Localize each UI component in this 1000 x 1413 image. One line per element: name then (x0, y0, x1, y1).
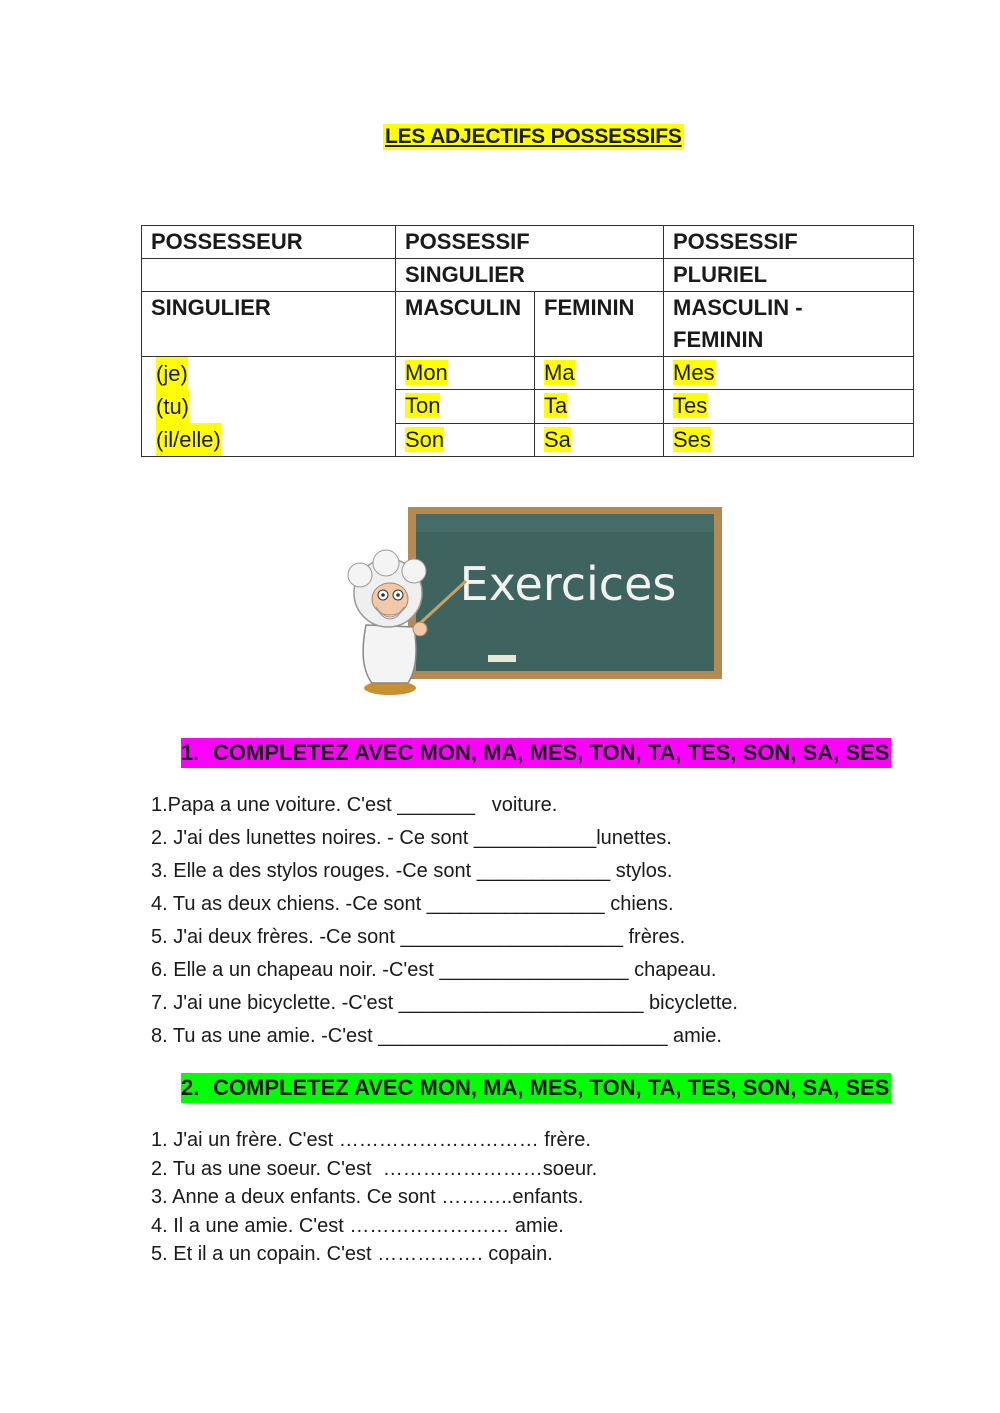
exercise-1-heading-text: COMPLETEZ AVEC MON, MA, MES, TON, TA, TES, SON, SA, SES (213, 740, 890, 765)
exercise-1-item: 8. Tu as une amie. -C'est __________________________ amie. (151, 1025, 722, 1047)
exercise-2-number: 2. (181, 1075, 200, 1100)
header-empty (142, 259, 396, 292)
exercise-1-item: 3. Elle a des stylos rouges. -Ce sont ____________ stylos. (151, 860, 673, 882)
exercise-1-number: 1. (181, 740, 200, 765)
cell-fem (535, 357, 664, 390)
exercise-2-item: 1. J'ai un frère. C'est ………………………… frère. (151, 1129, 591, 1151)
pronoun-tu: (tu) (156, 390, 189, 423)
cell-plur (664, 390, 914, 423)
pronoun-il-elle: (il/elle) (156, 423, 221, 456)
possessive-son: Son (405, 426, 445, 452)
header-feminin: FEMININ (535, 292, 664, 357)
exercise-1-item: 7. J'ai une bicyclette. -C'est ______________________ bicyclette. (151, 992, 738, 1014)
header-masculin: MASCULIN (396, 292, 535, 357)
table-row (142, 226, 914, 259)
exercise-2-heading-text: COMPLETEZ AVEC MON, MA, MES, TON, TA, TES, SON, SA, SES (213, 1075, 890, 1100)
board-text: Exercices (459, 557, 677, 611)
exercise-2-heading (181, 1073, 891, 1103)
cell-plur (664, 357, 914, 390)
cell-fem (535, 390, 664, 423)
exercise-1-item: 1.Papa a une voiture. C'est _______ voiture. (151, 794, 558, 816)
exercise-2-item: 3. Anne a deux enfants. Ce sont ………..enfants. (151, 1186, 584, 1209)
exercices-chalkboard-illustration (338, 505, 728, 700)
exercise-1-item: 4. Tu as deux chiens. -Ce sont ________________ chiens. (151, 893, 674, 915)
header-possessif-pluriel: POSSESSIF (664, 226, 914, 259)
exercise-1-item: 5. J'ai deux frères. -Ce sont ____________________ frères. (151, 926, 686, 948)
possessive-mes: Mes (673, 360, 715, 385)
exercise-2-item: 5. Et il a un copain. C'est ……………. copain. (151, 1243, 553, 1266)
possessive-ses: Ses (673, 426, 711, 452)
exercise-2-item: 4. Il a une amie. C'est …………………… amie. (151, 1214, 564, 1237)
header-possesseur: POSSESSEUR (142, 226, 396, 259)
table-row (142, 259, 914, 292)
chalk (488, 655, 516, 662)
exercise-1-item: 6. Elle a un chapeau noir. -C'est _________________ chapeau. (151, 959, 717, 981)
header-singulier: SINGULIER (396, 259, 664, 292)
exercise-1-heading (181, 738, 891, 768)
cell-plur (664, 423, 914, 456)
possessive-sa: Sa (544, 426, 571, 452)
possessive-ton: Ton (405, 393, 441, 419)
pronoun-cell (142, 357, 396, 457)
cell-fem (535, 423, 664, 456)
exercise-1-list (151, 790, 738, 1054)
possessive-ta: Ta (544, 393, 568, 419)
header-possessif-singulier: POSSESSIF (396, 226, 664, 259)
pronoun-je: (je) (156, 357, 188, 390)
exercise-2-list (151, 1127, 597, 1270)
header-masc-fem-line2: FEMININ (673, 327, 764, 352)
possessive-ma: Ma (544, 360, 575, 385)
possessive-table (141, 225, 914, 457)
cell-masc (396, 390, 535, 423)
header-masculin-feminin (664, 292, 914, 357)
header-singulier-possesseur: SINGULIER (142, 292, 396, 357)
exercise-1-item: 2. J'ai des lunettes noires. - Ce sont ___________lunettes. (151, 827, 672, 849)
possessive-tes: Tes (673, 393, 708, 419)
cell-masc (396, 357, 535, 390)
cell-masc (396, 423, 535, 456)
exercise-2-item: 2. Tu as une soeur. C'est ……………………soeur. (151, 1157, 598, 1180)
table-row (142, 292, 914, 357)
possessive-mon: Mon (405, 360, 448, 385)
page-title: LES ADJECTIFS POSSESSIFS (385, 125, 682, 148)
header-pluriel: PLURIEL (664, 259, 914, 292)
table-row (142, 357, 914, 390)
header-masc-fem-line1: MASCULIN - (673, 295, 803, 320)
